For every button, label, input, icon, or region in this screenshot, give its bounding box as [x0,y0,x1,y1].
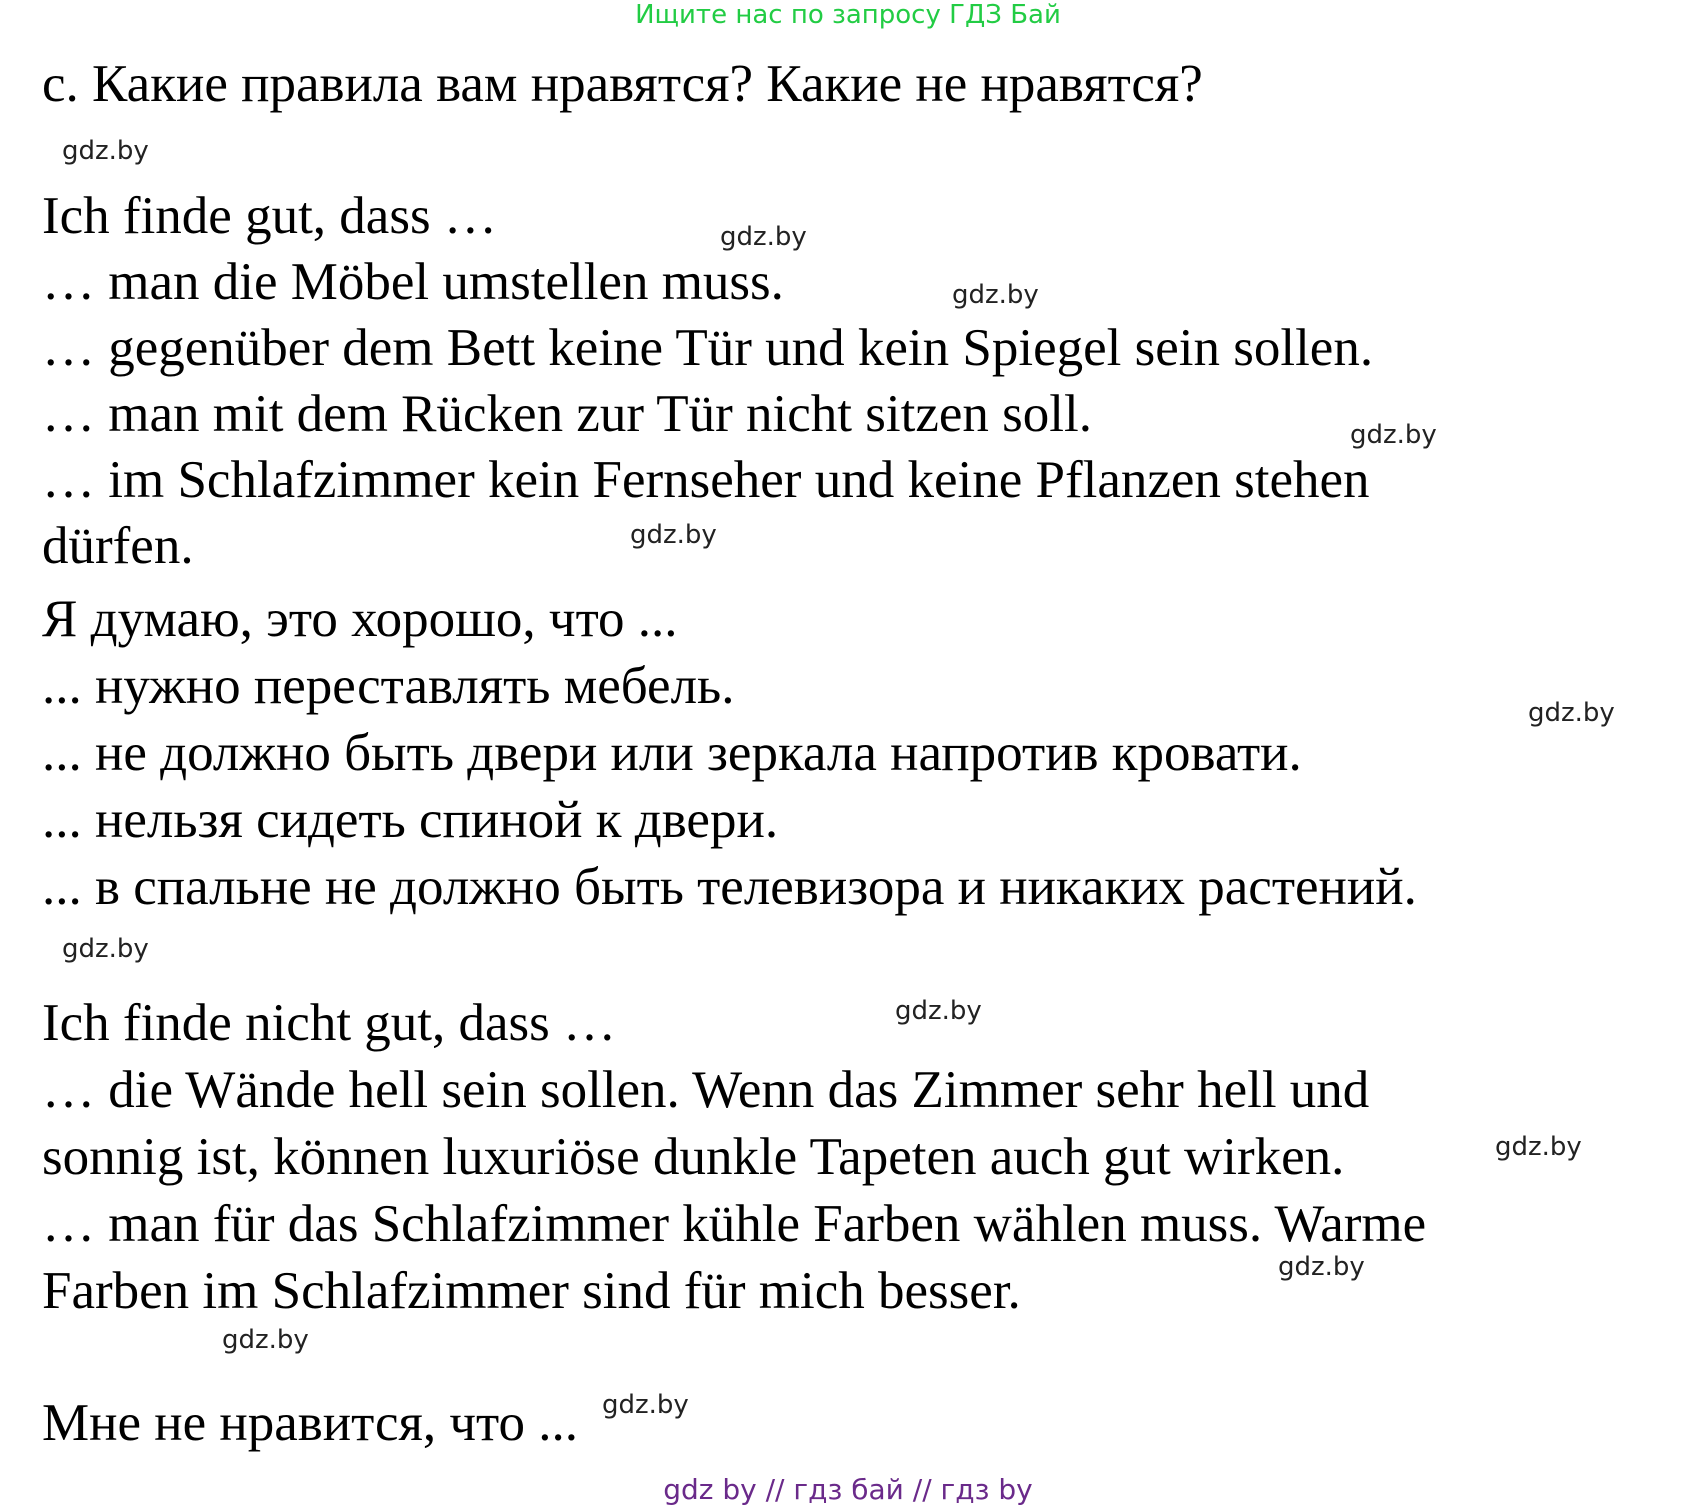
section1-intro: Ich finde gut, dass … [42,187,497,245]
section2-intro: Я думаю, это хорошо, что ... [42,590,678,648]
section1-item: … man die Möbel umstellen muss. [42,253,784,311]
watermark: gdz.by [62,136,149,166]
question-heading: с. Какие правила вам нравятся? Какие не нравятся? [42,55,1203,113]
section2-item: ... нужно переставлять мебель. [42,657,735,715]
section1-item: … im Schlafzimmer kein Fernseher und keine Pflanzen stehen [42,451,1370,509]
section3-item: sonnig ist, können luxuriöse dunkle Tapeten auch gut wirken. [42,1128,1345,1186]
watermark: gdz.by [62,934,149,964]
section3-item: … man für das Schlafzimmer kühle Farben wählen muss. Warme [42,1195,1427,1253]
section1-item: … gegenüber dem Bett keine Tür und kein Spiegel sein sollen. [42,319,1374,377]
footer-watermark: gdz by // гдз бай // гдз by [663,1473,1033,1506]
section3-item: … die Wände hell sein sollen. Wenn das Zimmer sehr hell und [42,1061,1370,1119]
section4-intro: Мне не нравится, что ... [42,1394,579,1452]
watermark: gdz.by [895,996,982,1026]
watermark: gdz.by [1278,1252,1365,1282]
watermark: gdz.by [1350,420,1437,450]
section2-item: ... не должно быть двери или зеркала напротив кровати. [42,724,1302,782]
watermark: gdz.by [630,520,717,550]
section1-item: … man mit dem Rücken zur Tür nicht sitzen soll. [42,385,1092,443]
section2-item: ... в спальне не должно быть телевизора и никаких растений. [42,858,1417,916]
watermark: gdz.by [222,1325,309,1355]
section2-item: ... нельзя сидеть спиной к двери. [42,791,779,849]
search-hint-banner: Ищите нас по запросу ГДЗ Бай [635,0,1061,30]
watermark: gdz.by [952,280,1039,310]
watermark: gdz.by [1495,1132,1582,1162]
watermark: gdz.by [1528,698,1615,728]
watermark: gdz.by [720,222,807,252]
watermark: gdz.by [602,1390,689,1420]
section3-item: Farben im Schlafzimmer sind für mich besser. [42,1262,1021,1320]
section1-item: dürfen. [42,517,194,575]
section3-intro: Ich finde nicht gut, dass … [42,994,617,1052]
